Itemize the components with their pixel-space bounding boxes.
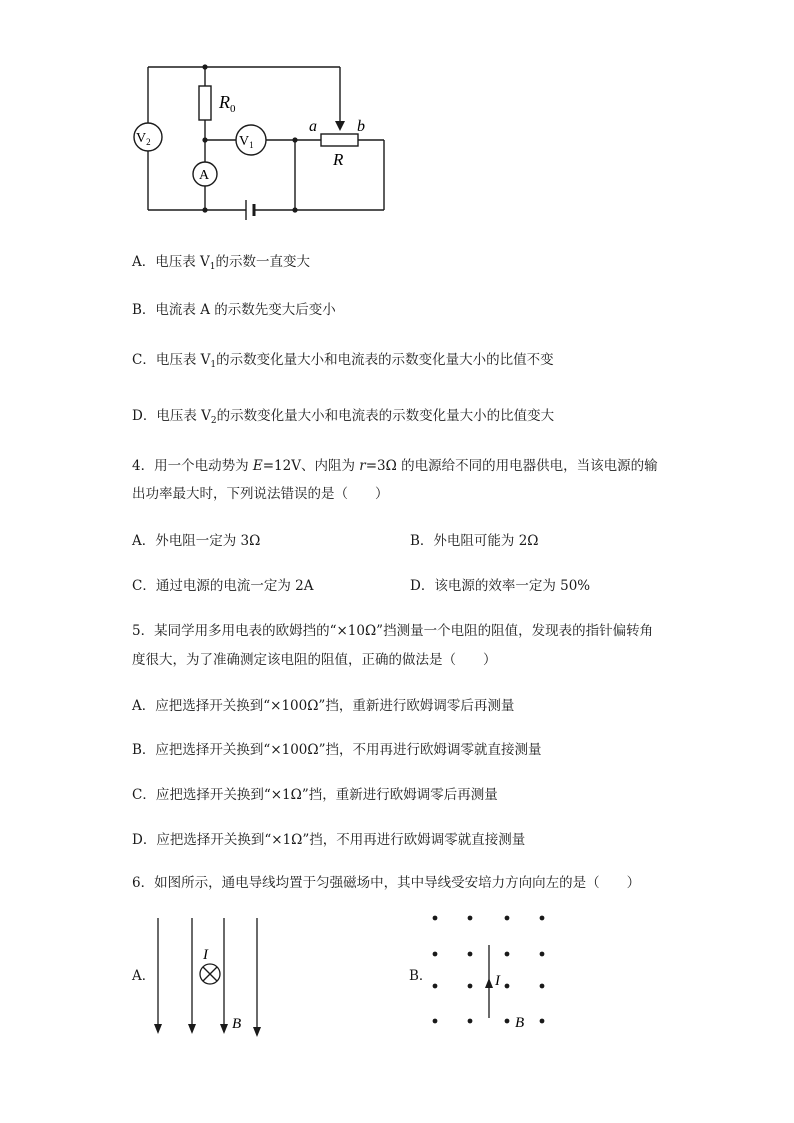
r0-resistor: [199, 86, 211, 120]
svg-text:V1: $V_1$: [239, 134, 254, 150]
q5-stem-line1: 5．某同学用多用电表的欧姆挡的“×10Ω”挡测量一个电阻的阻值，发现表的指针偏转角: [132, 623, 654, 639]
q5-option-d: D．应把选择开关换到“×1Ω”挡，不用再进行欧姆调零就直接测量: [132, 832, 526, 848]
q6-stem: 6．如图所示，通电导线均置于匀强磁场中，其中导线受安培力方向向左的是（ ）: [132, 875, 641, 891]
q3-option-c: C．电压表 $V_1$的示数变化量大小和电流表的示数变化量大小的比值不变: [132, 352, 554, 370]
svg-text:V2: $V_2$: [136, 131, 151, 147]
rheostat: [321, 134, 358, 146]
svg-text:I: I: [203, 947, 208, 963]
current-into-page-icon: [200, 964, 220, 984]
q3-option-d: D．电压表 $V_2$的示数变化量大小和电流表的示数变化量大小的比值变大: [132, 408, 555, 426]
q4-option-a: A．外电阻一定为 3Ω: [132, 533, 261, 549]
svg-text:B: B: [515, 1015, 525, 1031]
slider-arrow-icon: [335, 121, 345, 131]
q4-stem-line2: 出功率最大时，下列说法错误的是（ ）: [132, 486, 389, 502]
q5-stem-line2: 度很大，为了准确测定该电阻的阻值，正确的做法是（ ）: [132, 652, 497, 668]
q5-option-c: C．应把选择开关换到“×1Ω”挡，重新进行欧姆调零后再测量: [132, 787, 498, 803]
svg-text:a: a: [309, 118, 317, 135]
q3-option-a: A．电压表 $V_1$的示数一直变大: [132, 254, 311, 272]
q5-option-b: B．应把选择开关换到“×100Ω”挡，不用再进行欧姆调零就直接测量: [132, 742, 542, 758]
svg-text:R0: $R_0$: [219, 92, 236, 115]
q4-option-b: B．外电阻可能为 2Ω: [410, 533, 539, 549]
svg-text:I: I: [495, 973, 500, 989]
svg-text:R: R: [333, 150, 344, 169]
svg-text:A: A: [199, 168, 210, 183]
q6-fig-b-label: B．: [409, 968, 433, 984]
q4-stem-line1: 4．用一个电动势为 E=12V、内阻为 r=3Ω 的电源给不同的用电器供电，当该电源的输: [132, 458, 658, 474]
q4-option-c: C．通过电源的电流一定为 2A: [132, 578, 314, 594]
svg-text:b: b: [357, 118, 365, 135]
q4-option-d: D．该电源的效率一定为 50%: [410, 578, 591, 594]
svg-text:B: B: [232, 1016, 242, 1032]
q6-fig-a-label: A．: [132, 968, 156, 984]
q5-option-a: A．应把选择开关换到“×100Ω”挡，重新进行欧姆调零后再测量: [132, 698, 515, 714]
q3-option-b: B．电流表 A 的示数先变大后变小: [132, 302, 336, 318]
current-up-arrow-icon: [485, 978, 493, 988]
circuit-diagram: [0, 0, 794, 240]
